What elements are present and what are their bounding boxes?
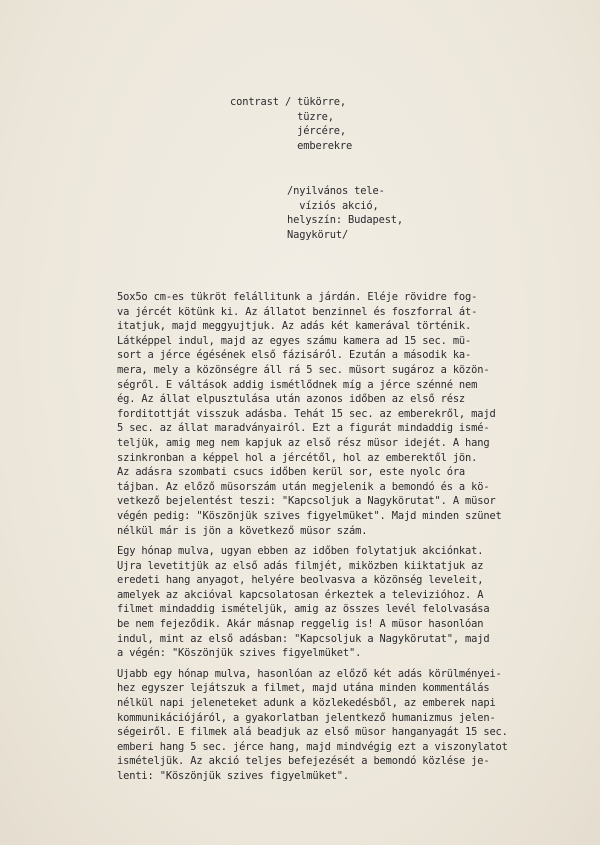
- text-line: végén pedig: "Köszönjük szives figyelmüket". Majd minden szünet: [117, 509, 502, 522]
- text-line: emberi hang 5 sec. jérce hang, majd mindvégig ezt a viszonylatot: [117, 740, 508, 753]
- text-line: hez egyszer lejátszuk a filmet, majd utána minden kommentálás: [117, 682, 490, 695]
- title-line: contrast / tükörre,: [230, 96, 347, 108]
- text-line: indul, mint az első adásban: "Kapcsoljuk a Nagykörutat", majd: [117, 632, 490, 645]
- subtitle-line: /nyilvános tele-: [287, 185, 385, 197]
- subtitle-line: víziós akció,: [287, 199, 379, 212]
- text-line: Egy hónap mulva, ugyan ebben az időben folytatjuk akciónkat.: [117, 545, 484, 558]
- paragraph-1: [117, 290, 557, 538]
- body-text: [117, 290, 557, 790]
- text-line: nélkül napi jeleneteket adunk a közlekedésből, az emberek napi: [117, 697, 496, 710]
- subtitle-note: [287, 184, 403, 242]
- text-line: Ujabb egy hónap mulva, hasonlóan az előző két adás körülményei-: [117, 667, 502, 680]
- text-line: be nem fejeződik. Akár másnap reggelig is! A müsor hasonlóan: [117, 618, 484, 631]
- text-line: Látképpel indul, majd az egyes számu kamera ad 15 sec. mü-: [117, 334, 472, 347]
- text-line: va jércét kötünk ki. Az állatot benzinnel és foszforral át-: [117, 305, 478, 318]
- text-line: ég. Az állat elpusztulása után azonos időben az első rész: [117, 393, 466, 406]
- text-line: vetkező bejelentést teszi: "Kapcsoljuk a Nagykörutat". A müsor: [117, 495, 496, 508]
- subtitle-line: helyszín: Budapest,: [287, 214, 404, 227]
- text-line: ségeiről. E filmek alá beadjuk az első müsor hanganyagát 15 sec.: [117, 726, 508, 739]
- title-line: jércére,: [230, 125, 347, 138]
- text-line: ismételjük. Az akció teljes befejezését a bemondó közlése je-: [117, 755, 490, 768]
- text-line: lenti: "Köszönjük szives figyelmüket".: [117, 770, 350, 782]
- subtitle-line: Nagykörut/: [287, 228, 349, 241]
- text-line: ségről. E váltások addig ismétlődnek míg a jérce szénné nem: [117, 378, 478, 391]
- text-line: amelyek az akcióval kapcsolatosan érkeztek a televizióhoz. A: [117, 588, 484, 601]
- text-line: a végén: "Köszönjük szives figyelmüket".: [117, 647, 362, 660]
- text-line: Az adásra szombati csucs időben kerül sor, este nyolc óra: [117, 466, 466, 479]
- text-line: szinkronban a képpel hol a jércétől, hol az emberektől jön.: [117, 451, 478, 464]
- title-line: emberekre: [230, 139, 353, 152]
- text-line: 5ox5o cm-es tükröt felállitunk a járdán. Eléje rövidre fog-: [117, 291, 478, 303]
- text-line: teljük, amig meg nem kapjuk az első rész müsor idejét. A hang: [117, 436, 490, 449]
- text-line: 5 sec. az állat maradványairól. Ezt a figurát mindaddig ismé-: [117, 422, 490, 435]
- text-line: Ujra levetitjük az első adás filmjét, miközben kiiktatjuk az: [117, 559, 484, 572]
- paragraph-3: [117, 667, 557, 784]
- poem-title: [230, 95, 352, 153]
- text-line: tájban. Az előző müsorszám után megjelenik a bemondó és a kö-: [117, 480, 490, 493]
- text-line: kommunikációjáról, a gyakorlatban jelentkező humanizmus jelen-: [117, 711, 496, 724]
- text-line: sort a jérce égésének első fázisáról. Ezután a második ka-: [117, 349, 472, 362]
- text-line: eredeti hang anyagot, helyére beolvasva a közönség leveleit,: [117, 574, 484, 587]
- text-line: nélkül már is jön a következő müsor szám.: [117, 524, 368, 537]
- text-line: forditottját visszuk adásba. Tehát 15 sec. az emberekről, majd: [117, 407, 496, 420]
- paragraph-2: [117, 544, 557, 661]
- text-line: mera, mely a közönségre áll rá 5 sec. müsort sugároz a közön-: [117, 363, 490, 376]
- title-line: tüzre,: [230, 110, 334, 123]
- text-line: itatjuk, majd meggyujtjuk. Az adás két kamerával történik.: [117, 320, 472, 333]
- text-line: filmet mindaddig ismételjük, amig az összes levél felolvasása: [117, 603, 490, 616]
